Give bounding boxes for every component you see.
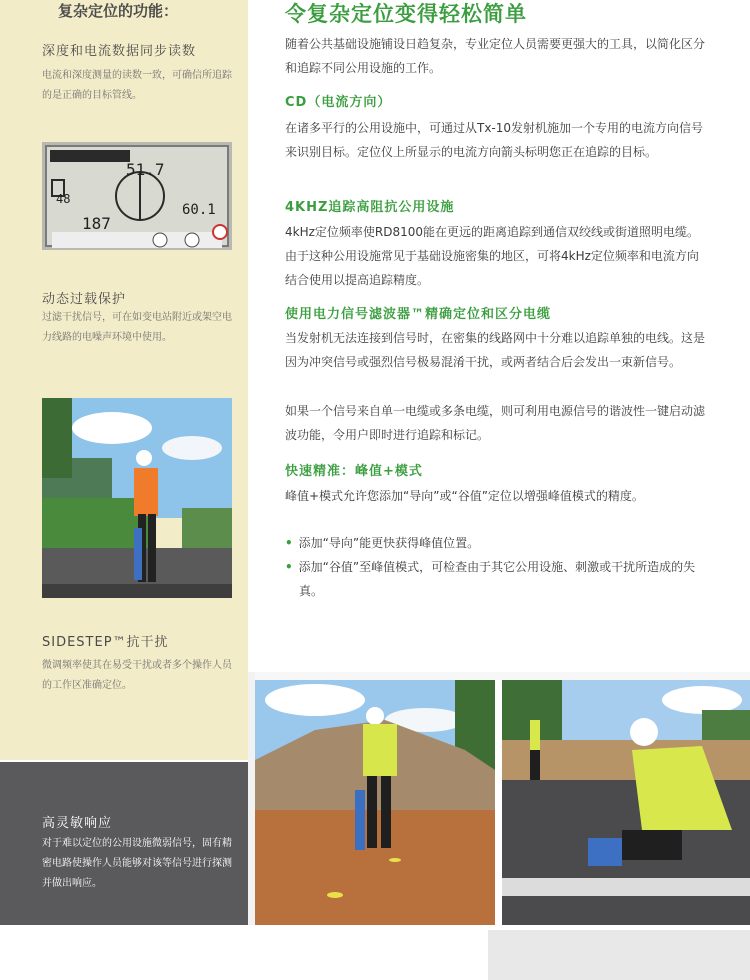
feature-text-sidestep: 微调频率使其在易受干扰或者多个操作人员的工作区准确定位。	[42, 660, 232, 691]
worker-road-photo	[42, 398, 232, 598]
bullet-text: 添加“导向”能更快获得峰值位置。	[298, 536, 480, 550]
feature-text-sensitivity: 对于难以定位的公用设施微弱信号，固有精密电路使操作人员能够对该等信号进行探测并做出响应。	[42, 838, 232, 889]
left-feature-column	[0, 0, 248, 760]
divider-strip	[255, 672, 750, 680]
section-heading-power-filter: 使用电力信号滤波器™精确定位和区分电缆	[285, 307, 552, 322]
bullet-text: 添加“谷值”至峰值模式，可检查由于其它公用设施、刺激或干扰所造成的失真。	[298, 560, 696, 598]
worker-asphalt-photo	[502, 680, 750, 925]
section-heading-peak-plus: 快速精准：峰值+模式	[285, 464, 423, 479]
feature-title-depth-current: 深度和电流数据同步读数	[42, 44, 197, 59]
left-column-heading: 复杂定位的功能：	[58, 2, 179, 20]
feature-title-sensitivity: 高灵敏响应	[42, 816, 113, 831]
screen-value-2: 48	[56, 192, 71, 206]
section-text-power-filter-2: 如果一个信号来自单一电缆或多条电缆，则可利用电源信号的谐波性一键启动滤波功能，令用户即时进行追踪和标记。	[285, 404, 706, 442]
section-text-peak-plus: 峰值+模式允许您添加“导向”或“谷值”定位以增强峰值模式的精度。	[285, 489, 644, 503]
bottom-grey-block	[488, 930, 750, 980]
screen-value-4: 60.1	[182, 202, 216, 218]
bullet-dot-icon: •	[285, 536, 293, 550]
bullet-guidance	[285, 531, 705, 555]
bullet-null	[285, 555, 705, 603]
page-title: 令复杂定位变得轻松简单	[285, 2, 527, 26]
feature-text-depth-current: 电流和深度测量的读数一致，可确信所追踪的是正确的目标管线。	[42, 70, 232, 101]
section-text-4khz: 4kHz定位频率使RD8100能在更远的距离追踪到通信双绞线或街道照明电缆。由于这种公用设施常见于基础设施密集的地区，可将4kHz定位频率和电流方向结合使用以提高追踪精度。	[285, 225, 700, 287]
section-text-cd: 在诸多平行的公用设施中，可通过从Tx-10发射机施加一个专用的电流方向信号来识别目标。定位仪上所显示的电流方向箭头标明您正在追踪的目标。	[285, 121, 704, 159]
section-heading-cd: CD（电流方向）	[285, 95, 392, 110]
divider-strip	[248, 672, 255, 925]
intro-paragraph: 随着公共基础设施铺设日趋复杂，专业定位人员需要更强大的工具，以简化区分和追踪不同公用设施的工作。	[285, 37, 706, 75]
bullet-dot-icon: •	[285, 560, 293, 574]
feature-title-sidestep: SIDESTEP™抗干扰	[42, 635, 169, 650]
section-text-power-filter: 当发射机无法连接到信号时，在密集的线路网中十分难以追踪单独的电线。这是因为冲突信号或强烈信号极易混淆干扰，或两者结合后会发出一束新信号。	[285, 331, 706, 369]
right-content-column	[255, 0, 750, 672]
screen-value-1: 51.7	[126, 160, 165, 179]
section-heading-4khz: 4KHZ追踪高阻抗公用设施	[285, 200, 455, 215]
feature-text-overload: 过滤干扰信号，可在如变电站附近或架空电力线路的电噪声环境中使用。	[42, 312, 232, 343]
worker-dirt-site-photo	[255, 680, 495, 925]
locator-screen-image	[42, 142, 232, 250]
feature-title-overload: 动态过载保护	[42, 292, 127, 307]
screen-value-3: 187	[82, 214, 111, 233]
left-dark-feature-block	[0, 762, 248, 925]
